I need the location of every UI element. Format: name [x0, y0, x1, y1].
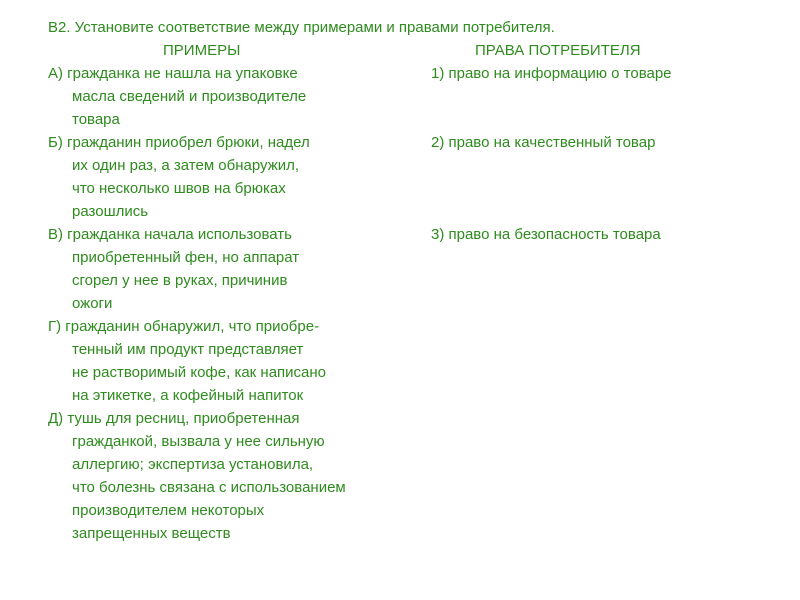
example-d-line-1: Д) тушь для ресниц, приобретенная — [48, 410, 300, 427]
example-a-line-3: товара — [72, 111, 120, 128]
example-g-line-4: на этикетке, а кофейный напиток — [72, 387, 304, 404]
example-d-line-3: аллергию; экспертиза установила, — [72, 456, 314, 473]
rights-header: ПРАВА ПОТРЕБИТЕЛЯ — [475, 42, 641, 59]
right-2: 2) право на качественный товар — [431, 134, 656, 151]
example-v-line-3: сгорел у нее в руках, причинив — [72, 272, 288, 289]
example-v-line-1: В) гражданка начала использовать — [48, 226, 292, 243]
example-b-line-2: их один раз, а затем обнаружил, — [72, 157, 300, 174]
example-g-line-1: Г) гражданин обнаружил, что приобре- — [48, 318, 320, 335]
example-d-line-5: производителем некоторых — [72, 502, 265, 519]
example-v-line-4: ожоги — [72, 295, 113, 312]
example-d-line-2: гражданкой, вызвала у нее сильную — [72, 433, 325, 450]
example-b-line-4: разошлись — [72, 203, 149, 220]
example-v-line-2: приобретенный фен, но аппарат — [72, 249, 300, 266]
right-1: 1) право на информацию о товаре — [431, 65, 672, 82]
example-g-line-2: тенный им продукт представляет — [72, 341, 304, 358]
example-a-line-1: А) гражданка не нашла на упаковке — [48, 65, 298, 82]
example-b-line-3: что несколько швов на брюках — [72, 180, 286, 197]
example-d-line-4: что болезнь связана с использованием — [72, 479, 346, 496]
examples-header: ПРИМЕРЫ — [163, 42, 241, 59]
task-title: В2. Установите соответствие между примерами и правами потребителя. — [48, 19, 555, 36]
example-d-line-6: запрещенных веществ — [72, 525, 231, 542]
example-b-line-1: Б) гражданин приобрел брюки, надел — [48, 134, 310, 151]
example-g-line-3: не растворимый кофе, как написано — [72, 364, 327, 381]
right-3: 3) право на безопасность товара — [431, 226, 661, 243]
example-a-line-2: масла сведений и производителе — [72, 88, 307, 105]
